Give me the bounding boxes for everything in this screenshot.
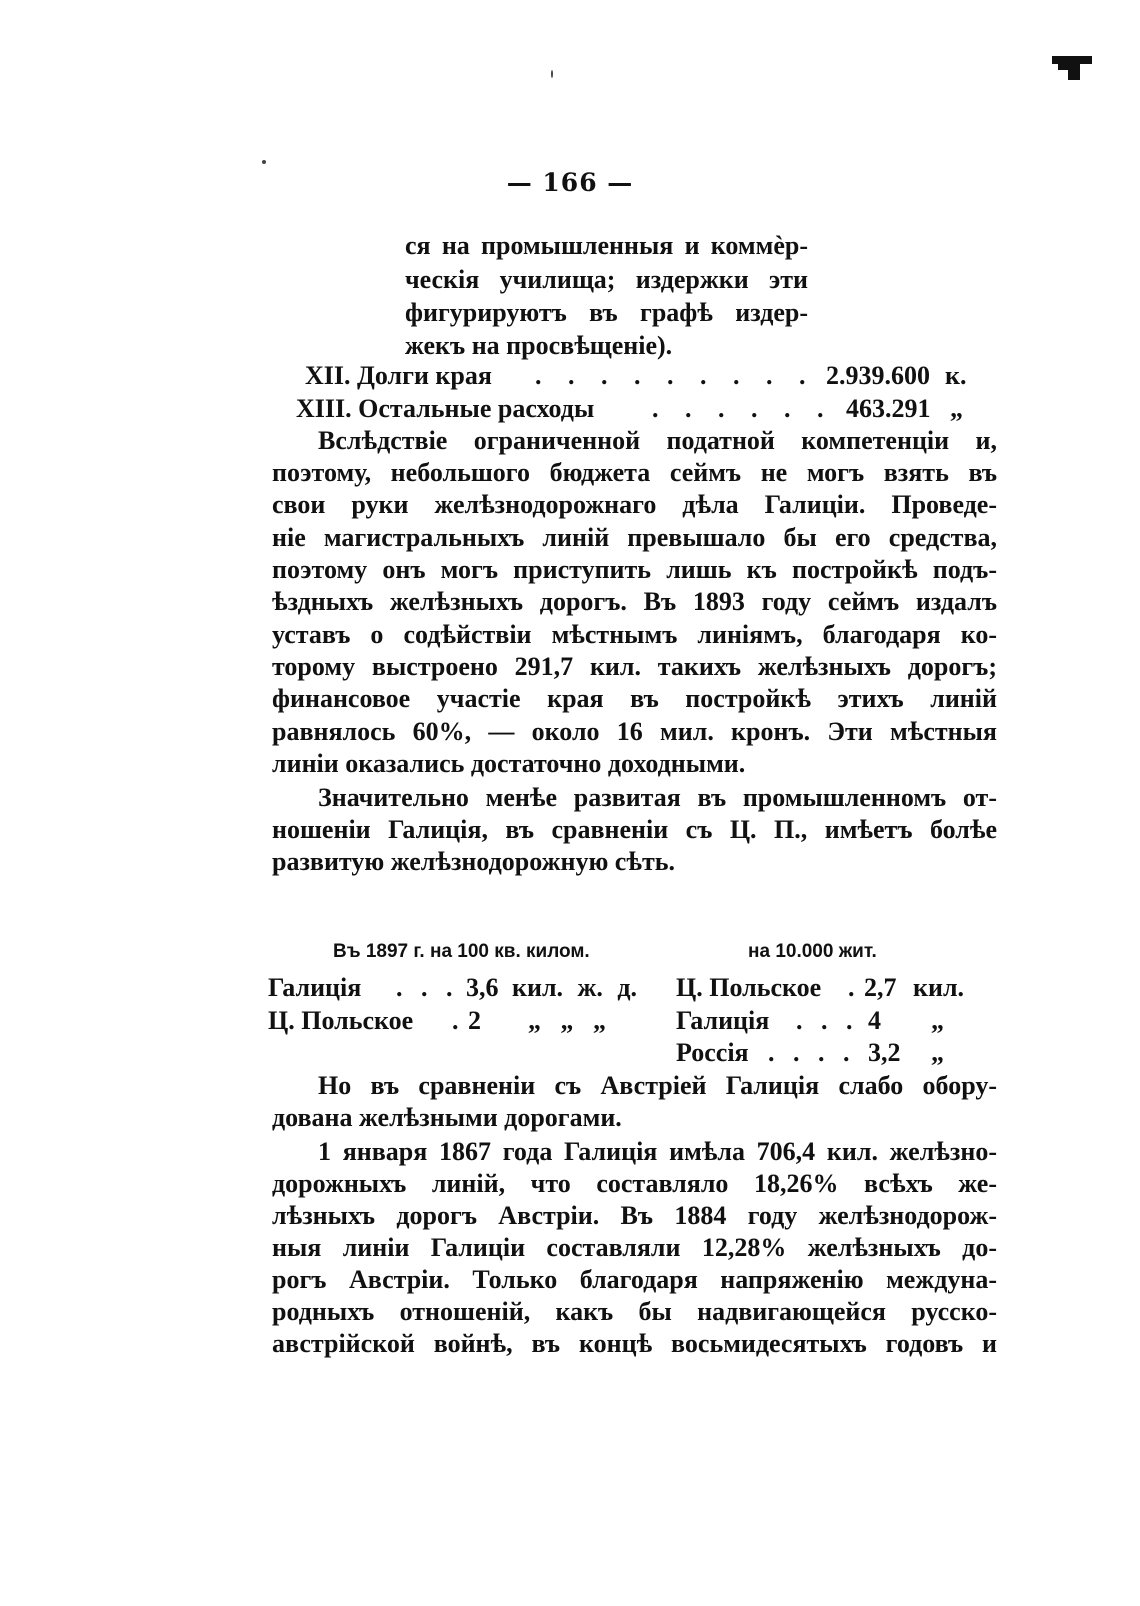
paragraph-line: ѣздныхъ желѣзныхъ дорогъ. Въ 1893 году сеймъ издалъ xyxy=(272,587,997,616)
note-line: фигурируютъ въ графѣ издер- xyxy=(405,298,808,327)
paragraph-line: дована желѣзными дорогами. xyxy=(272,1103,622,1132)
paragraph-line: равнялось 60%, — около 16 мил. кронъ. Эти мѣстныя xyxy=(272,717,997,746)
paragraph-line: ношеніи Галиція, въ сравненіи съ Ц. П., имѣетъ болѣе xyxy=(272,815,997,844)
note-line: жекъ на просвѣщеніе). xyxy=(405,331,673,360)
paragraph-line: лѣзныхъ дорогъ Австріи. Въ 1884 году желѣзнодорож- xyxy=(272,1201,997,1230)
paragraph-line: линіи оказались достаточно доходными. xyxy=(272,749,746,778)
ledger-row xyxy=(0,393,1140,425)
table-head-right: на 10.000 жит. xyxy=(748,941,877,962)
paragraph-line: австрійской войнѣ, въ концѣ восьмидесятыхъ годовъ и xyxy=(272,1329,997,1358)
paragraph-line: развитую желѣзнодорожную сѣть. xyxy=(272,847,675,876)
paragraph-line: поэтому онъ могъ приступить лишь къ постройкѣ подъ- xyxy=(272,555,997,584)
table-head-left: Въ 1897 г. на 100 кв. килом. xyxy=(333,941,590,962)
table-left-unit: „ „ „ xyxy=(528,1006,606,1035)
paragraph-line: уставъ о содѣйствіи мѣстнымъ линіямъ, благодаря ко- xyxy=(272,620,997,649)
paragraph-line: ніе магистральныхъ линій превышало бы его средства, xyxy=(272,523,997,552)
table-right-value: 3,2 xyxy=(868,1038,901,1067)
note-line: ся на промышленныя и коммѐр- xyxy=(405,231,808,260)
paragraph-line: 1 января 1867 года Галиція имѣла 706,4 кил. желѣзно- xyxy=(318,1137,997,1166)
paragraph-line: ныя линіи Галиціи составляли 12,28% желѣзныхъ до- xyxy=(272,1233,997,1262)
table-right-value: 2,7 xyxy=(864,973,897,1002)
ledger-dots: . . . . . . . . . xyxy=(535,361,816,390)
ledger-label: XIII. Остальные расходы xyxy=(296,394,595,423)
page-number: — 166 — xyxy=(506,168,634,197)
ledger-unit: к. xyxy=(945,361,967,390)
ledger-unit: „ xyxy=(950,394,963,423)
table-left-name: Галиція xyxy=(268,973,362,1002)
table-right-dots: . . . xyxy=(796,1006,859,1035)
scan-speck xyxy=(262,160,266,164)
ledger-amount: 2.939.600 xyxy=(826,361,930,390)
paragraph-line: поэтому, небольшого бюджета сеймъ не могъ взять въ xyxy=(272,458,997,487)
ledger-dots: . . . . . . xyxy=(652,394,834,423)
table-right-value: 4 xyxy=(868,1006,881,1035)
table-right-name: Россія xyxy=(676,1038,749,1067)
table-left-dots: . xyxy=(452,1006,459,1035)
ledger-amount: 463.291 xyxy=(846,394,931,423)
table-left-value: 2 xyxy=(468,1006,481,1035)
table-left-name: Ц. Польское xyxy=(268,1006,414,1035)
paragraph-line: родныхъ отношеній, какъ бы надвигающейся русско- xyxy=(272,1297,997,1326)
ledger-row xyxy=(0,360,1140,392)
paragraph-line: свои руки желѣзнодорожнаго дѣла Галиціи. Проведе- xyxy=(272,490,997,519)
paragraph-line: Но въ сравненіи съ Австріей Галиція слабо обору- xyxy=(318,1071,997,1100)
table-right-dots: . . . . xyxy=(768,1038,856,1067)
ledger-label: XII. Долги края xyxy=(305,361,492,390)
table-left-unit: кил. ж. д. xyxy=(512,973,638,1002)
table-right-unit: кил. xyxy=(913,973,965,1002)
scan-speck xyxy=(551,70,553,78)
paragraph-line: Вслѣдствіе ограниченной податной компетенціи и, xyxy=(318,426,997,455)
paragraph-line: торому выстроено 291,7 кил. такихъ желѣзныхъ дорогъ; xyxy=(272,652,997,681)
table-right-unit: „ xyxy=(931,1038,944,1067)
table-right-name: Ц. Польское xyxy=(676,973,822,1002)
table-left-dots: . . . xyxy=(396,973,459,1002)
table-left-value: 3,6 xyxy=(466,973,499,1002)
paragraph-line: дорожныхъ линій, что составляло 18,26% всѣхъ же- xyxy=(272,1169,997,1198)
paragraph-line: Значительно менѣе развитая въ промышленномъ от- xyxy=(318,783,997,812)
table-right-dots: . xyxy=(848,973,855,1002)
paragraph-line: финансовое участіе края въ постройкѣ этихъ линій xyxy=(272,684,997,713)
note-line: ческія училища; издержки эти xyxy=(405,265,808,294)
corner-mark-icon xyxy=(1052,56,1092,80)
table-right-name: Галиція xyxy=(676,1006,770,1035)
paragraph-line: рогъ Австріи. Только благодаря напряженію междуна- xyxy=(272,1265,997,1294)
table-right-unit: „ xyxy=(931,1006,944,1035)
